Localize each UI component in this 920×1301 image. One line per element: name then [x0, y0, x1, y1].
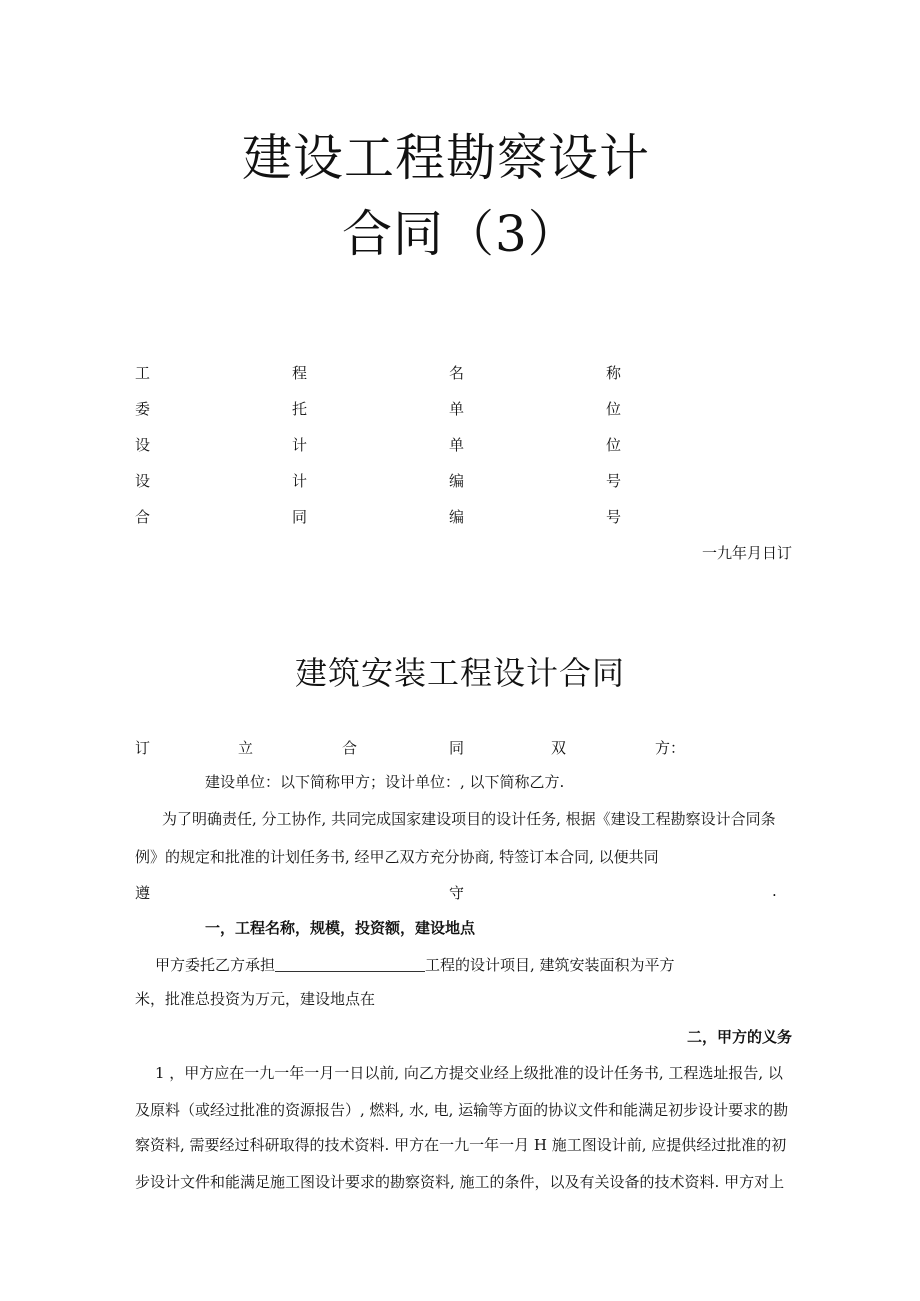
intro-line-1: 为了明确责任, 分工协作, 共同完成国家建设项目的设计任务, 根据《建设工程勘察设计合同条: [162, 810, 776, 828]
field-char: 设: [135, 436, 151, 454]
section-1-text: 工程的设计项目, 建筑安装面积为平方: [425, 956, 675, 974]
intro-line-2: 例》的规定和批准的计划任务书, 经甲乙双方充分协商, 特签订本合同, 以便共同: [135, 848, 659, 866]
document-title-line-2: 合同（3）: [342, 205, 579, 263]
signed-date: 一九年月日订: [701, 544, 792, 562]
document-title-line-1: 建设工程勘察设计: [242, 129, 650, 187]
field-char: 位: [606, 400, 622, 418]
heading-char: 双: [551, 739, 567, 757]
intro-char: 守: [449, 884, 465, 902]
heading-char: 订: [135, 739, 151, 757]
section-1-line-1: [155, 956, 675, 974]
field-char: 号: [606, 472, 622, 490]
section-2-line-1: 1 ，甲方应在一九一年一月一日以前, 向乙方提交业经上级批准的设计任务书, 工程选址报告, 以: [155, 1064, 783, 1082]
parties-heading: [0, 737, 920, 757]
section-2-line-2: 及原料（或经过批准的资源报告）, 燃料, 水, 电, 运输等方面的协议文件和能满足初步设计要求的勘: [135, 1101, 789, 1119]
intro-char: 遵: [135, 884, 151, 902]
contract-title: 建筑安装工程设计合同: [295, 654, 626, 692]
field-char: 位: [606, 436, 622, 454]
field-char: 托: [292, 400, 308, 418]
field-char: 委: [135, 400, 151, 418]
field-char: 工: [135, 364, 151, 382]
field-char: 同: [292, 508, 308, 526]
field-char: 程: [292, 364, 308, 382]
section-1-text: 甲方委托乙方承担: [155, 956, 276, 974]
section-2-heading: 二，甲方的义务: [686, 1028, 792, 1046]
project-name-blank: [275, 957, 425, 972]
field-char: 计: [292, 472, 308, 490]
field-char: 计: [292, 436, 308, 454]
field-char: 名: [449, 364, 465, 382]
field-char: 单: [449, 436, 465, 454]
heading-char: 同: [449, 739, 465, 757]
heading-char: 合: [342, 739, 358, 757]
field-char: 单: [449, 400, 465, 418]
section-1-line-2: 米，批准总投资为万元，建设地点在: [135, 990, 376, 1008]
field-char: 合: [135, 508, 151, 526]
parties-line: 建设单位：以下简称甲方；设计单位：, 以下简称乙方.: [205, 773, 565, 791]
field-char: 称: [606, 364, 622, 382]
section-1-heading: 一，工程名称，规模，投资额，建设地点: [205, 919, 476, 937]
field-char: 编: [449, 508, 465, 526]
field-char: 号: [606, 508, 622, 526]
heading-char: 方：: [655, 739, 686, 757]
intro-char: .: [772, 882, 777, 900]
section-2-line-3: 察资料, 需要经过科研取得的技术资料. 甲方在一九一年一月 H 施工图设计前, 应提供经过批准的初: [135, 1136, 787, 1154]
field-char: 编: [449, 472, 465, 490]
field-char: 设: [135, 472, 151, 490]
section-2-line-4: 步设计文件和能满足施工图设计要求的勘察资料, 施工的条件，以及有关设备的技术资料. 甲方对上: [135, 1173, 785, 1191]
intro-line-3: [0, 882, 920, 902]
heading-char: 立: [238, 739, 254, 757]
